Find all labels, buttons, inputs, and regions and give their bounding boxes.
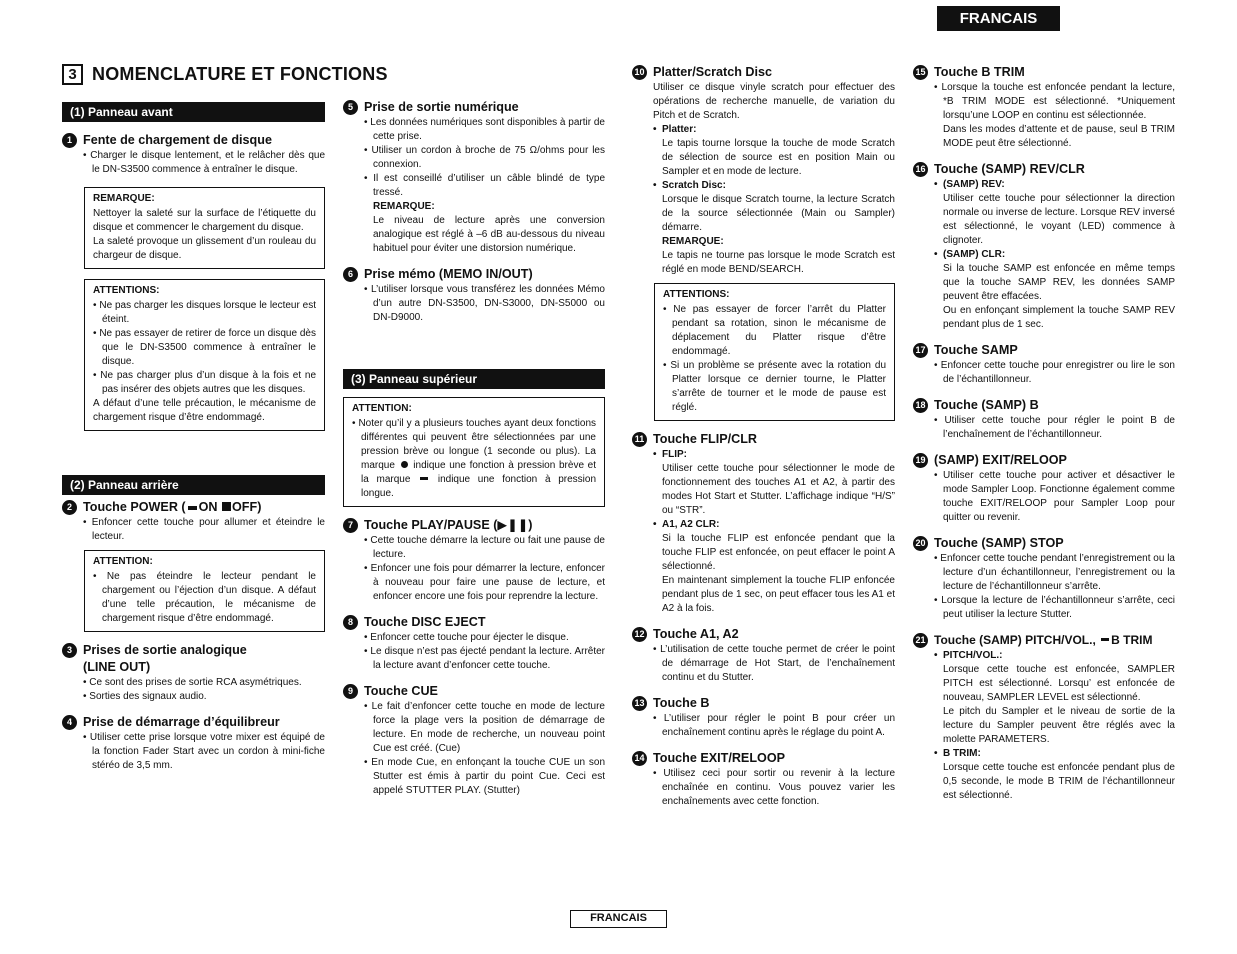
item-heading: 14 Touche EXIT/RELOOP	[632, 750, 895, 767]
bullet-text: • Le fait d’enfoncer cette touche en mode de lecture force la plage vers la position de démarrage de lecture. En mode de recherche, un nouveau point Cue est créé. (Cue)	[343, 700, 605, 756]
number-icon: 10	[632, 65, 647, 80]
remark: REMARQUE: Le niveau de lecture après une conversion analogique est réglé à –6 dB au-dessous du niveau habituel pour éviter une distorsion numérique.	[373, 201, 605, 254]
bullet-text: • L’utiliser pour régler le point B pour créer un enchaînement continu après le réglage du point A.	[632, 712, 895, 740]
sub-item: • Platter: Le tapis tourne lorsque la touche de mode Scratch de sélection de source est en position Main ou Sampler et en mode de lecture. • Scratch Disc: Lorsque le disque Scratch tourne, la lecture Scratch de la source sélectionnée (Main ou Sampler) démarre.	[632, 123, 895, 235]
item-heading: 6 Prise mémo (MEMO IN/OUT)	[343, 266, 605, 283]
item-text: Utiliser ce disque vinyle scratch pour effectuer des opérations de recherche manuelle, de variation du Pitch et de Scratch.	[653, 82, 895, 121]
number-icon: 11	[632, 432, 647, 447]
number-icon: 15	[913, 65, 928, 80]
bullet-text: • Enfoncer cette touche pour enregistrer ou lire le son de l’échantillonneur.	[913, 359, 1175, 387]
bullet-text: • Le disque n’est pas éjecté pendant la lecture. Arrêter la lecture avant d’enfoncer cette touche.	[343, 645, 605, 673]
item-heading: 11 Touche FLIP/CLR	[632, 431, 895, 448]
power-off-icon	[222, 502, 231, 511]
number-icon: 16	[913, 162, 928, 177]
column-3	[632, 64, 895, 809]
number-icon: 7	[343, 518, 358, 533]
remark: REMARQUE: Le tapis ne tourne pas lorsque le mode Scratch est réglé en mode BEND/SEARCH.	[662, 236, 895, 275]
item-heading: 19 (SAMP) EXIT/RELOOP	[913, 452, 1175, 469]
bullet-text: • Enfoncer cette touche pour éjecter le disque.	[343, 631, 605, 645]
item-heading: 1 Fente de chargement de disque	[62, 132, 325, 149]
attention-box: ATTENTION: • Ne pas éteindre le lecteur pendant le chargement ou l’éjection d’un disque. A défaut d’une telle précaution, le mécanisme de chargement risque d’être endommagé.	[84, 550, 325, 632]
number-icon: 21	[913, 633, 928, 648]
number-icon: 6	[343, 267, 358, 282]
section-bar-front: (1) Panneau avant	[62, 102, 325, 122]
column-2	[343, 99, 605, 798]
item-heading: 4 Prise de démarrage d’équilibreur	[62, 714, 325, 731]
bullet-text: • Enfoncer cette touche pendant l’enregistrement ou la lecture d’un échantillonneur, l’enregistrement ou la lecture de l’échantillonneur s’arrête.	[913, 552, 1175, 594]
item-heading: 12 Touche A1, A2	[632, 626, 895, 643]
bullet-text: • L’utiliser lorsque vous transférez les données Mémo d’un autre DN-S3500, DN-S3000, DN-S5000 ou DN-D9000.	[343, 283, 605, 325]
bullet-text: • Charger le disque lentement, et le relâcher dès que le DN-S3500 commence à entraîner le disque.	[62, 149, 325, 177]
item-heading: 5 Prise de sortie numérique	[343, 99, 605, 116]
language-tab: FRANCAIS	[937, 6, 1060, 31]
play-pause-icon: ▶❚❚	[497, 518, 529, 532]
item-heading: 15 Touche B TRIM	[913, 64, 1175, 81]
section-title: NOMENCLATURE ET FONCTIONS	[92, 64, 388, 84]
attention-box: ATTENTIONS: • Ne pas charger les disques lorsque le lecteur est éteint. • Ne pas essayer de retirer de force un disque dès que le DN-S3500 commence à entraîner le disque. • Ne pas charger plus d’un disque à la fois et ne pas insérer des objets autres que les disques. A défaut d’une telle précaution, le mécanisme de chargement risque d’être endommagé.	[84, 279, 325, 431]
bullet-text: • Utiliser cette touche pour activer et désactiver le mode Sampler Loop. Fonctionne également comme touche EXIT/RELOOP pour Sampler Loop pour quitter ou revenir.	[913, 469, 1175, 525]
bullet-text: • Ce sont des prises de sortie RCA asymétriques.	[62, 676, 325, 690]
number-icon: 17	[913, 343, 928, 358]
number-icon: 2	[62, 500, 77, 515]
number-icon: 3	[62, 643, 77, 658]
number-icon: 5	[343, 100, 358, 115]
number-icon: 12	[632, 627, 647, 642]
item-heading: 16 Touche (SAMP) REV/CLR	[913, 161, 1175, 178]
bullet-text: • Lorsque la touche est enfoncée pendant la lecture, *B TRIM MODE est sélectionné. *Uniquement lorsqu’une LOOP en continu est sélectionnée.	[913, 81, 1175, 123]
item-heading: 10 Platter/Scratch Disc	[632, 64, 895, 81]
column-1	[62, 102, 325, 773]
bullet-text: • Utiliser cette touche pour régler le point B de l’enchaînement de l’échantillonneur.	[913, 414, 1175, 442]
attention-box: ATTENTIONS: • Ne pas essayer de forcer l’arrêt du Platter pendant sa rotation, sinon le mécanisme de déplacement du Platter risque d’être endommagé. • Si un problème se présente avec la rotation du Platter lorsque ce dernier tourne, le Platter s’arrête de tourner et le mode de pause est réglé.	[654, 283, 895, 421]
item-heading: 9 Touche CUE	[343, 683, 605, 700]
footer-language-label: FRANCAIS	[570, 910, 667, 928]
section-bar-top: (3) Panneau supérieur	[343, 369, 605, 389]
number-icon: 8	[343, 615, 358, 630]
sub-item: • PITCH/VOL.: Lorsque cette touche est enfoncée, SAMPLER PITCH est sélectionné. Lorsqu’ est enfoncée de nouveau, SAMPLER LEVEL est sélectionné. Le pitch du Sampler et le niveau de sortie de la lecture du Sampler peuvent être réglés avec la molette PARAMETERS. • B TRIM: Lorsque cette touche est enfoncée pendant plus de 0,5 seconde, le mode B TRIM de l’échantillonneur est sélectionné.	[913, 649, 1175, 803]
column-4	[913, 64, 1175, 803]
bullet-text: • Enfoncer une fois pour démarrer la lecture, enfoncer à nouveau pour faire une pause de lecture, et enfoncer encore une fois pour reprendre la lecture.	[343, 562, 605, 604]
power-on-icon	[188, 506, 197, 510]
section-bar-rear: (2) Panneau arrière	[62, 475, 325, 495]
item-heading: 13 Touche B	[632, 695, 895, 712]
bullet-text: • Utilisez ceci pour sortir ou revenir à la lecture enchaînée en continu. Vous pouvez varier les enchaînements avec cette fonction.	[632, 767, 895, 809]
remark-box: REMARQUE: Nettoyer la saleté sur la surface de l’étiquette du disque et commencer le chargement du disque. La saleté provoque un glissement d’un rouleau du chargeur de disque.	[84, 187, 325, 269]
bullet-text: • Lorsque la lecture de l’échantillonneur s’arrête, ceci peut utiliser la lecture Stutter.	[913, 594, 1175, 622]
bullet-text: • L’utilisation de cette touche permet de créer le point de démarrage de Hot Start, de l’enchaînement continu et du Stutter.	[632, 643, 895, 685]
long-press-icon	[1101, 638, 1109, 641]
number-icon: 4	[62, 715, 77, 730]
short-press-icon	[401, 461, 408, 468]
sub-item: • (SAMP) REV: Utiliser cette touche pour sélectionner la direction normale ou inverse de lecture. Lorsque REV inversé est sélectionné, le voyant (LED) commence à clignoter. • (SAMP) CLR: Si la touche SAMP est enfoncée en même temps que la touche SAMP REV, les données SAMP peuvent être effacées. Ou en enfonçant simplement la touche SAMP REV pendant plus de 1 sec.	[913, 178, 1175, 332]
bullet-text: • Cette touche démarre la lecture ou fait une pause de lecture.	[343, 534, 605, 562]
bullet-text: • En mode Cue, en enfonçant la touche CUE un son Stutter est émis à partir du point Cue. Ceci est appelé STUTTER PLAY. (Stutter)	[343, 756, 605, 798]
section-number: 3	[62, 64, 83, 85]
number-icon: 1	[62, 133, 77, 148]
item-heading: 18 Touche (SAMP) B	[913, 397, 1175, 414]
bullet-text: • Utiliser un cordon à broche de 75 Ω/ohms pour les connexion.	[343, 144, 605, 172]
number-icon: 13	[632, 696, 647, 711]
page-title	[62, 64, 388, 85]
item-heading: 7 Touche PLAY/PAUSE (▶❚❚)	[343, 517, 605, 534]
number-icon: 18	[913, 398, 928, 413]
bullet-text: • Enfoncer cette touche pour allumer et éteindre le lecteur.	[62, 516, 325, 544]
bullet-text: • Utiliser cette prise lorsque votre mixer est équipé de la fonction Fader Start avec un cordon à mini-fiche stéréo de 3,5 mm.	[62, 731, 325, 773]
bullet-text: • Sorties des signaux audio.	[62, 690, 325, 704]
item-text: Dans les modes d’attente et de pause, seul B TRIM MODE peut être sélectionné.	[943, 124, 1175, 149]
bullet-text: • Les données numériques sont disponibles à partir de cette prise.	[343, 116, 605, 144]
attention-box: ATTENTION: • Noter qu’il y a plusieurs touches ayant deux fonctions différentes qui peuvent être sélectionnées par une pression brève ou longue (1 seconde ou plus). La marque indique une fonction à pression brève et la marque indique une fonction à pression longue.	[343, 397, 605, 507]
item-heading: 8 Touche DISC EJECT	[343, 614, 605, 631]
item-heading: 17 Touche SAMP	[913, 342, 1175, 359]
item-heading: 20 Touche (SAMP) STOP	[913, 535, 1175, 552]
long-press-icon	[420, 477, 428, 480]
number-icon: 20	[913, 536, 928, 551]
item-heading: 21 Touche (SAMP) PITCH/VOL., B TRIM	[913, 632, 1175, 649]
item-heading: 3 Prises de sortie analogique (LINE OUT)	[62, 642, 325, 676]
number-icon: 9	[343, 684, 358, 699]
item-heading: 2 Touche POWER ( ON OFF)	[62, 499, 325, 516]
sub-item: • FLIP: Utiliser cette touche pour sélectionner le mode de fonctionnement des touches A1 et A2, à partir des modes Hot Start et Stutter. L’affichage indique “H/S” ou “STR”. • A1, A2 CLR: Si la touche FLIP est enfoncée pendant que la touche FLIP est enfoncée, on peut effacer le point A sélectionné. En maintenant simplement la touche FLIP enfoncée pendant plus de 1 sec, on peut effacer tous les A1 et A2 à la fois.	[632, 448, 895, 616]
bullet-text: • Il est conseillé d’utiliser un câble blindé de type tressé.	[343, 172, 605, 200]
number-icon: 14	[632, 751, 647, 766]
number-icon: 19	[913, 453, 928, 468]
